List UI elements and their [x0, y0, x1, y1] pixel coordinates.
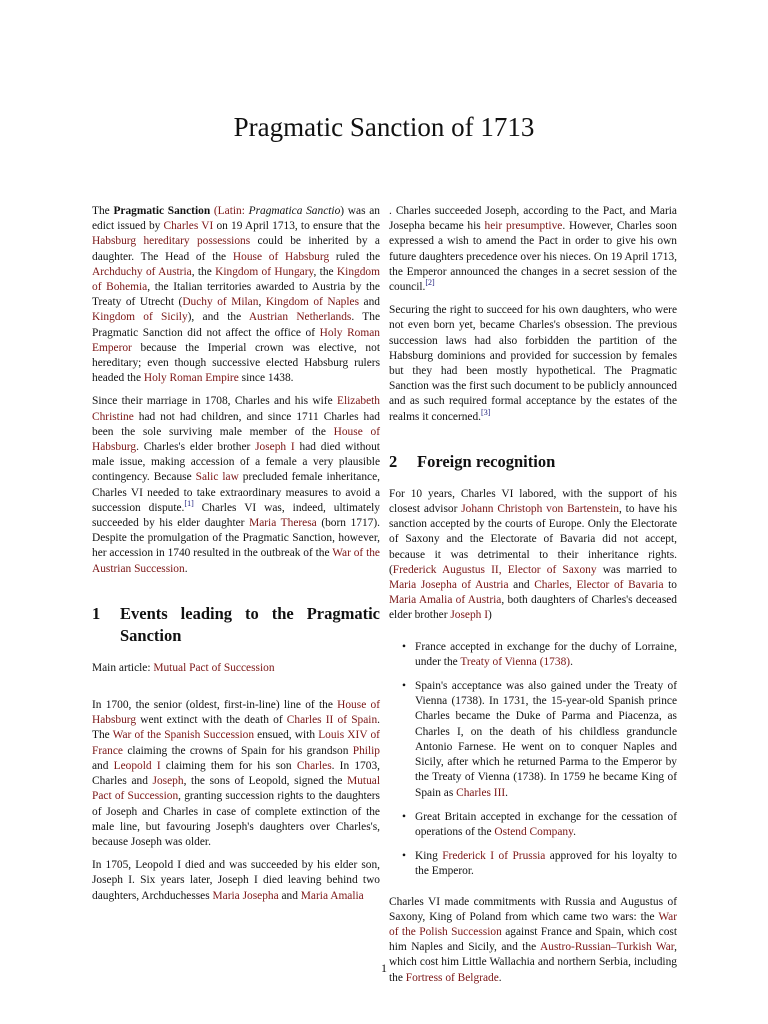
section-2-paragraph-1: [389, 487, 677, 624]
wiki-link[interactable]: Frederick Augustus II, Elector of Saxony: [392, 563, 597, 576]
text-run: , the: [313, 265, 337, 278]
text-run: .: [498, 971, 502, 984]
text-run: Main article:: [92, 661, 154, 674]
wiki-link[interactable]: Duchy of Milan: [182, 296, 259, 309]
text-run: approved for his loyalty to the Emperor.: [415, 850, 677, 878]
wiki-link[interactable]: Charles III: [456, 786, 506, 799]
text-run: and: [92, 759, 114, 772]
wiki-link[interactable]: Philip: [352, 744, 380, 757]
text-run: , the sons of Leopold, signed the: [183, 775, 348, 788]
wiki-link[interactable]: Joseph I: [255, 441, 295, 454]
text-run: could be inherited by a daughter. The Head of the: [92, 235, 380, 263]
recognition-item: [389, 679, 677, 801]
text-run: precluded female inheritance, Charles VI needed to take extraordinary measures to avoid a succession dispute.: [92, 471, 380, 514]
wiki-link[interactable]: Maria Amalia of Austria: [389, 594, 502, 607]
section-2-number: 2: [389, 451, 398, 471]
left-column: [92, 204, 380, 912]
text-run: In 1705, Leopold I died and was succeeded by his elder son, Joseph I. Six years later, Joseph I died leaving behind two daughters, Archduchesses: [92, 859, 380, 902]
text-run: . In 1703, Charles and: [92, 759, 380, 788]
text-run: , granting succession rights to the daughters of Joseph and Charles in case of complete extinction of the male line, but favouring Joseph's daughters over Charles's, because Joseph was older.: [92, 790, 380, 848]
text-run: The: [92, 205, 114, 217]
wiki-link[interactable]: Treaty of Vienna (1738): [460, 655, 571, 668]
bold-term: Pragmatic Sanction: [113, 205, 211, 217]
text-run: .: [184, 562, 188, 575]
wiki-link[interactable]: Holy Roman Empire: [143, 372, 239, 385]
text-run: .: [570, 655, 573, 668]
text-run: . Charles's elder brother: [136, 441, 256, 454]
text-run: went extinct with the death of: [136, 714, 287, 727]
wiki-link[interactable]: House of Habsburg: [92, 699, 380, 727]
text-run: and: [359, 296, 380, 309]
text-run: Charles VI made commitments with Russia and Augustus of Saxony, King of Poland from which came two wars: the: [389, 895, 677, 923]
section-2-heading: [389, 451, 677, 473]
page-title: Pragmatic Sanction of 1713: [233, 112, 535, 142]
wiki-link[interactable]: War of the Spanish Succession: [112, 729, 255, 742]
wiki-link[interactable]: Kingdom of Naples: [265, 296, 360, 309]
recognition-item: [389, 810, 677, 840]
text-run: ): [488, 609, 492, 622]
wiki-link[interactable]: Mutual Pact of Succession: [92, 775, 380, 803]
wiki-link[interactable]: Ostend Company: [494, 825, 574, 838]
wiki-link[interactable]: Kingdom of Bohemia: [92, 265, 380, 294]
wiki-link[interactable]: Maria Josepha: [212, 889, 279, 902]
text-run: France accepted in exchange for the duchy of Lorraine, under the: [415, 640, 677, 668]
text-run: , the Italian territories awarded to Austria by the Treaty of Utrecht (: [92, 281, 380, 309]
wiki-link[interactable]: Archduchy of Austria: [92, 265, 192, 278]
wiki-link[interactable]: Kingdom of Hungary: [215, 265, 314, 278]
recognition-item: [389, 640, 677, 670]
text-run: and: [508, 579, 535, 592]
wiki-link[interactable]: Charles II of Spain: [286, 714, 378, 727]
text-run: (born 1717). Despite the promulgation of the Pragmatic Sanction, however, her accession in 1740 resulted in the outbreak of the: [92, 517, 381, 560]
intro-paragraph-2: [92, 394, 380, 576]
citation-ref[interactable]: [1]: [184, 499, 194, 509]
text-run: , both daughters of Charles's deceased elder brother: [389, 594, 678, 622]
text-run: ), and the: [187, 311, 249, 324]
text-run: to: [663, 579, 677, 592]
wiki-link[interactable]: War of the Austrian Succession: [92, 547, 380, 575]
text-run: , which cost him Little Wallachia and northern Serbia, including the: [389, 941, 677, 984]
wiki-link[interactable]: House of Habsburg: [92, 425, 380, 454]
wiki-link[interactable]: Kingdom of Sicily: [92, 311, 188, 324]
wiki-link[interactable]: Austrian Netherlands: [248, 311, 352, 324]
main-article-note: [92, 661, 380, 676]
text-run: ensued, with: [254, 729, 319, 742]
section-1-title: Events leading to the Pragmatic Sanction: [120, 603, 380, 645]
text-run: .: [505, 786, 509, 799]
text-run: In 1700, the senior (oldest, first-in-line) line of the: [92, 699, 338, 712]
recognition-item: [389, 849, 677, 879]
wiki-link[interactable]: Charles, Elector of Bavaria: [534, 579, 664, 592]
section-1-paragraph-2: [92, 858, 380, 904]
section-2-title: Foreign recognition: [417, 451, 556, 471]
wiki-link[interactable]: War of the Polish Succession: [389, 910, 677, 938]
text-run: since 1438.: [238, 372, 294, 385]
recognition-list: [389, 640, 677, 880]
wiki-link[interactable]: Joseph: [152, 775, 184, 788]
text-run: For 10 years, Charles VI labored, with the support of his closest advisor: [389, 487, 677, 516]
text-run: . The: [92, 714, 380, 742]
text-run: Securing the right to succeed for his own daughters, who were not even born yet, became Charles's obsession. The previous succession laws had also forbidden the partition of the Habsburg dominions and provided for succession by females but they had been mostly hypothetical. The Pragmatic Sanction was the first such document to be publicly announced and as such required formal acceptance by the estates of the realms it concerned.: [389, 304, 677, 423]
wiki-link[interactable]: Holy Roman Emperor: [92, 326, 380, 354]
text-run: was married to: [596, 563, 677, 576]
wiki-link[interactable]: Charles: [296, 759, 332, 772]
text-run: . The Pragmatic Sanction did not affect the office of: [92, 311, 380, 339]
wiki-link[interactable]: Maria Josepha of Austria: [389, 579, 509, 592]
intro-paragraph-1: [92, 204, 380, 386]
wiki-link[interactable]: Mutual Pact of Succession: [153, 661, 275, 674]
text-run: had died without male issue, making accession of a female a very plausible contingency. Because: [92, 441, 380, 484]
text-run: on 19 April 1713, to ensure that the: [213, 220, 380, 233]
wiki-link[interactable]: Salic law: [195, 471, 239, 484]
wiki-link[interactable]: heir presumptive: [484, 220, 563, 233]
citation-ref[interactable]: [2]: [425, 278, 435, 288]
wiki-link[interactable]: Frederick I of Prussia: [442, 850, 546, 863]
wiki-link[interactable]: Joseph I: [450, 609, 489, 622]
wiki-link[interactable]: Louis XIV of France: [92, 729, 380, 757]
wiki-link[interactable]: Fortress of Belgrade: [405, 971, 499, 984]
text-run: , the: [191, 265, 216, 278]
text-run: Great Britain accepted in exchange for the cessation of operations of the: [415, 810, 677, 838]
citation-ref[interactable]: [3]: [481, 407, 491, 417]
section-1-paragraph-3: [389, 303, 677, 425]
wiki-link[interactable]: Habsburg hereditary possessions: [92, 235, 251, 248]
text-run: Spain's acceptance was also gained under the Treaty of Vienna (1738). In 1731, the 15-year-old Spanish prince Charles became the Duke of Parma and Piacenza, as Charles I, on the death of his childless granduncle Antonio Farnese. He went on to conquer Naples and Sicily, after which he returned Parma to the Emperor by the Treaty of Vienna (1738). In 1759 he became King of Spain as: [415, 680, 677, 799]
right-column: [389, 204, 677, 994]
text-run: Charles VI was, indeed, ultimately succeeded by his elder daughter: [92, 501, 380, 530]
text-run: ,: [258, 296, 266, 309]
text-run: claiming them for his son: [160, 759, 297, 772]
text-run: had not had children, and since 1711 Charles had been the sole surviving male member of the: [92, 410, 380, 438]
text-run: .: [573, 825, 576, 838]
text-run: King: [415, 850, 443, 863]
text-run: because the Imperial crown was elective, not hereditary; even though successive elected Habsburg rulers headed the: [92, 341, 380, 385]
wiki-link[interactable]: Leopold I: [113, 759, 161, 772]
wiki-link[interactable]: House of Habsburg: [232, 250, 330, 263]
wiki-link[interactable]: Charles VI: [163, 220, 214, 233]
text-run: , to have his sanction accepted by the courts of Europe. Only the Electorate of Saxony and the Electorate of Bavaria did not accept, because it was detrimental to their inheritance rights. (: [389, 503, 677, 576]
wiki-link[interactable]: Elizabeth Christine: [92, 395, 380, 423]
text-run: Since their marriage in 1708, Charles and his wife: [92, 395, 337, 408]
text-run: ruled the: [329, 250, 381, 263]
section-1-heading: [92, 603, 380, 647]
text-run: against France and Spain, which cost him Naples and Sicily, and the: [389, 925, 677, 954]
text-run: ): [340, 205, 345, 217]
text-run: was an edict issued by: [92, 205, 380, 233]
section-1-paragraph-2-cont: [389, 204, 677, 295]
wiki-link[interactable]: Maria Theresa: [249, 517, 317, 530]
wiki-link[interactable]: Johann Christoph von Bartenstein: [461, 503, 619, 516]
text-run: . However, Charles soon expressed a wish to amend the Pact in order to give his own future daughters precedence over his nieces. On 19 April 1713, the Emperor announced the changes in a secret session of the council.: [389, 220, 677, 294]
page-number: 1: [381, 961, 387, 975]
wiki-link[interactable]: Maria Amalia: [300, 889, 364, 902]
section-1-number: 1: [92, 603, 101, 623]
text-run: and: [278, 889, 301, 902]
section-1-paragraph-1: [92, 698, 380, 850]
wiki-link[interactable]: (Latin:: [213, 205, 249, 217]
text-run: . Charles succeeded Joseph, according to the Pact, and Maria Josepha became his: [389, 205, 677, 233]
italic-term: Pragmatica Sanctio: [248, 205, 341, 217]
text-run: claiming the crowns of Spain for his grandson: [123, 744, 353, 757]
wiki-link[interactable]: Austro-Russian–Turkish War: [540, 941, 675, 954]
